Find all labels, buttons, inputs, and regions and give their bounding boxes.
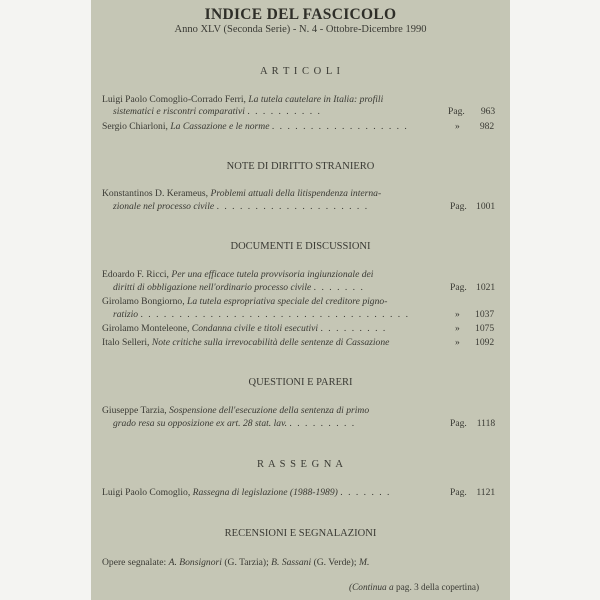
entry-title: sistematici e riscontri comparativi <box>113 106 245 117</box>
entry-comoglio-ferri-line1 <box>102 94 383 106</box>
entry-title: La tutela cautelare in Italia: profili <box>248 94 384 105</box>
entry-chiarloni-page <box>455 121 494 132</box>
leader-dots: . . . . . . . . . . <box>247 106 322 117</box>
page-number: 963 <box>480 106 496 117</box>
section-heading-articoli: A R T I C O L I <box>259 66 342 77</box>
page-label: » <box>455 337 460 348</box>
page-number: 1075 <box>475 323 495 334</box>
leader-dots: . . . . . . . <box>340 487 391 498</box>
continuation-open: (Continua a <box>349 583 394 593</box>
page-label: » <box>455 323 460 334</box>
entry-title: grado resa su opposizione ex art. 28 stat. lav. <box>113 418 288 429</box>
opere-reviewer-1: (G. Tarzia); <box>224 557 269 568</box>
entry-chiarloni <box>102 121 408 133</box>
entry-authors: Italo Selleri, <box>102 337 150 348</box>
entry-title: Condanna civile e titoli esecutivi <box>191 323 319 334</box>
entry-title: Note critiche sulla irrevocabilità delle sentenze di Cassazione <box>151 337 390 348</box>
section-heading-recensioni: RECENSIONI E SEGNALAZIONI <box>224 528 377 539</box>
page-label: » <box>455 309 460 320</box>
entry-title: La Cassazione e le norme <box>170 121 270 132</box>
leader-dots: . . . . . . . . . . . . . . . . . . . . <box>216 201 369 212</box>
entry-bongiorno-line1 <box>102 296 387 308</box>
entry-kerameus-line2 <box>113 201 369 213</box>
entry-monteleone-page <box>455 323 494 334</box>
entry-title: Per una efficace tutela provvisoria ingiunzionale dei <box>171 269 374 280</box>
section-heading-rassegna: R A S S E G N A <box>256 459 345 470</box>
leader-dots: . . . . . . . <box>313 282 365 293</box>
opere-label: Opere segnalate: <box>102 557 167 568</box>
leader-dots: . . . . . . . . . . . . . . . . . . <box>271 121 409 132</box>
page-number: 1001 <box>476 201 496 212</box>
entry-title: ratizio <box>113 309 139 320</box>
page-title: INDICE DEL FASCICOLO <box>204 6 397 23</box>
entry-kerameus-page <box>450 201 495 212</box>
leader-dots: . . . . . . . . . <box>320 323 387 334</box>
opere-author-1: A. Bonsignori <box>168 557 222 568</box>
page-number: 1118 <box>476 418 496 429</box>
entry-rassegna-comoglio-page <box>450 487 495 498</box>
page-number: 1092 <box>475 337 495 348</box>
entry-kerameus-line1 <box>102 188 381 200</box>
entry-authors: Luigi Paolo Comoglio, <box>102 487 191 498</box>
page-label: Pag. <box>450 282 467 293</box>
entry-title: zionale nel processo civile <box>113 201 215 212</box>
entry-comoglio-ferri-page <box>448 106 495 117</box>
issue-subtitle: Anno XLV (Seconda Serie) - N. 4 - Ottobre-Dicembre 1990 <box>174 24 427 35</box>
page-label: Pag. <box>450 487 467 498</box>
entry-ricci-line2 <box>113 282 364 294</box>
opere-reviewer-2: (G. Verde); <box>313 557 357 568</box>
leader-dots: . . . . . . . . . <box>289 418 356 429</box>
entry-rassegna-comoglio <box>102 487 391 499</box>
entry-authors: Giuseppe Tarzia, <box>102 405 167 416</box>
opere-author-2: B. Sassani <box>271 557 312 568</box>
entry-tarzia-line1 <box>102 405 369 417</box>
page-label: » <box>455 121 460 132</box>
entry-authors: Konstantinos D. Kerameus, <box>102 188 209 199</box>
section-heading-note: NOTE DI DIRITTO STRANIERO <box>226 161 375 172</box>
entry-authors: Sergio Chiarloni, <box>102 121 168 132</box>
entry-selleri-page <box>455 337 494 348</box>
entry-authors: Girolamo Bongiorno, <box>102 296 185 307</box>
page-label: Pag. <box>450 201 467 212</box>
page-number: 1021 <box>476 282 496 293</box>
continuation-page: pag. 3 della copertina) <box>396 583 480 593</box>
page-number: 982 <box>479 121 495 132</box>
page-label: Pag. <box>450 418 467 429</box>
entry-authors: Girolamo Monteleone, <box>102 323 190 334</box>
entry-comoglio-ferri-line2 <box>113 106 321 118</box>
entry-monteleone <box>102 323 387 335</box>
entry-title: diritti di obbligazione nell'ordinario processo civile <box>113 282 312 293</box>
entry-title: Rassegna di legislazione (1988-1989) <box>192 487 338 498</box>
continuation-note <box>349 583 479 593</box>
entry-selleri <box>102 337 389 349</box>
page-label: Pag. <box>448 106 465 117</box>
journal-page <box>91 0 510 600</box>
entry-bongiorno-page <box>455 309 494 320</box>
entry-authors: Luigi Paolo Comoglio-Corrado Ferri, <box>102 94 246 105</box>
leader-dots: . . . . . . . . . . . . . . . . . . . . . . . . . . . . . . . . . . . <box>140 309 410 320</box>
section-heading-documenti: DOCUMENTI E DISCUSSIONI <box>230 241 371 252</box>
entry-title: La tutela espropriativa speciale del creditore pigno- <box>187 296 388 307</box>
opere-segnalate <box>102 557 369 569</box>
entry-title: Problemi attuali della litispendenza interna- <box>210 188 382 199</box>
section-heading-questioni: QUESTIONI E PARERI <box>248 377 353 388</box>
entry-authors: Edoardo F. Ricci, <box>102 269 169 280</box>
entry-ricci-page <box>450 282 495 293</box>
entry-title: Sospensione dell'esecuzione della sentenza di primo <box>169 405 370 416</box>
entry-tarzia-line2 <box>113 418 356 430</box>
entry-ricci-line1 <box>102 269 373 281</box>
entry-bongiorno-line2 <box>113 309 409 321</box>
page-number: 1037 <box>475 309 495 320</box>
page-number: 1121 <box>476 487 496 498</box>
entry-tarzia-page <box>450 418 495 429</box>
opere-author-3: M. <box>358 557 370 568</box>
